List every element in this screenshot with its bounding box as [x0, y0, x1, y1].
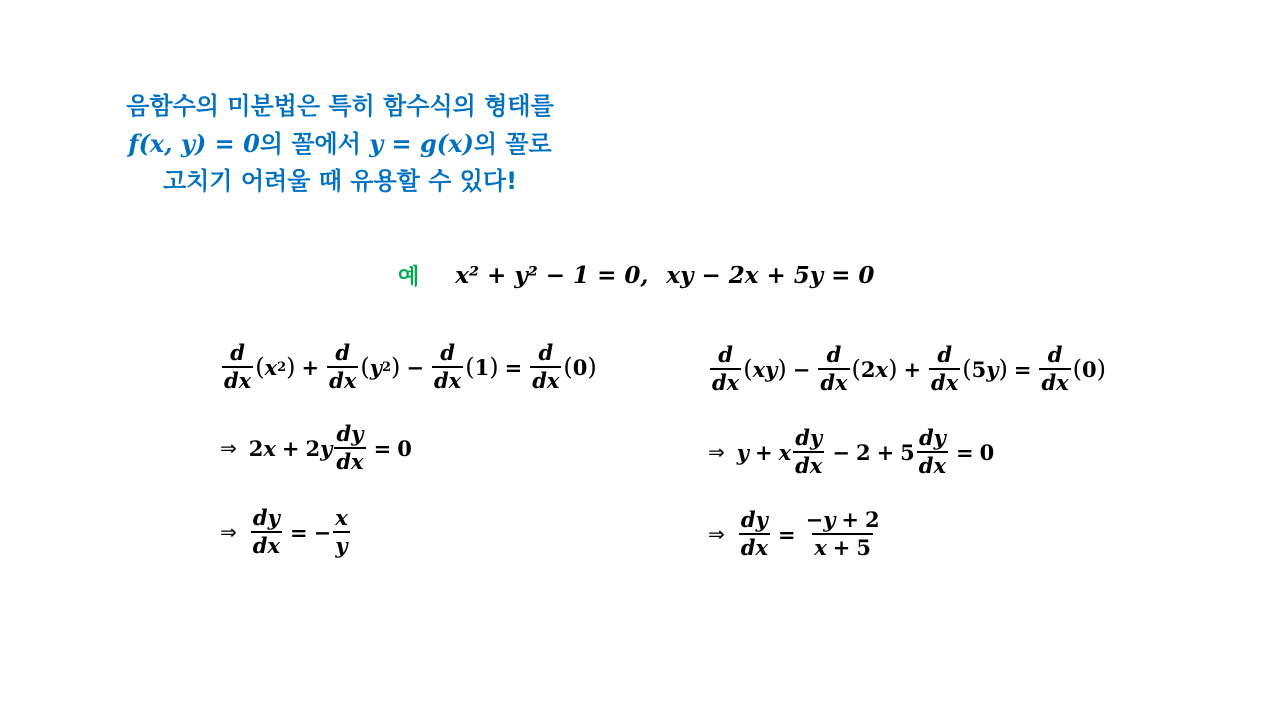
fraction: $\frac{dy}{dx}$ [740, 507, 768, 560]
left-step-3: ⇒ $\frac{dy}{dx}$ = − $\frac{x}{y}$ [220, 505, 348, 558]
right-step-2: ⇒ y + x $\frac{dy}{dx}$ − 2 + 5 $\frac{dy}{dx}$ = 0 [708, 425, 995, 478]
fraction: $\frac{dy}{dx}$ [918, 425, 947, 478]
fraction: $\frac{-y + 2}{x + 5}$ [805, 507, 880, 560]
left-step-2: ⇒ 2 x + 2 y $\frac{dy}{dx}$ = 0 [220, 421, 412, 474]
fraction: $\frac{d}{dx}$ [820, 342, 848, 395]
right-step-1: $\frac{d}{dx}$ ( xy ) − $\frac{d}{dx}$ ( 2 x ) + $\frac{d}{dx}$ ( 5 y ) = $\frac{d}{dx}$ ( 0 ) [712, 342, 1107, 395]
fraction: $\frac{d}{dx}$ [1041, 342, 1069, 395]
fraction: $\frac{dy}{dx}$ [336, 421, 364, 474]
fraction: $\frac{dy}{dx}$ [252, 505, 280, 558]
fraction: $\frac{d}{dx}$ [224, 340, 252, 393]
fraction: $\frac{d}{dx}$ [532, 340, 560, 393]
title-line-1: 음함수의 미분법은 특히 함수식의 형태를 [126, 92, 554, 120]
example-equation-2: xy − 2x + 5y = 0 [666, 261, 875, 289]
title-line-2 [60, 125, 620, 163]
title-block [60, 88, 620, 200]
title-line-3: 고치기 어려울 때 유용할 수 있다! [162, 167, 518, 195]
fraction: $\frac{d}{dx}$ [329, 340, 357, 393]
left-step-1-text [0, 0, 1, 1]
title-text-2: 의 꼴로 [473, 130, 552, 158]
right-step-3: ⇒ $\frac{dy}{dx}$ = $\frac{-y + 2}{x + 5}$ [708, 507, 880, 560]
title-func-expression: f(x, y) = 0 [128, 129, 260, 158]
fraction: $\frac{d}{dx}$ [433, 340, 462, 393]
title-g-expression: y = g(x) [369, 129, 474, 158]
example-equation-1: x² + y² − 1 = 0, [455, 261, 649, 289]
fraction: $\frac{x}{y}$ [335, 505, 348, 558]
left-step-1: $\frac{d}{dx}$ ( x 2 ) + $\frac{d}{dx}$ ( y 2 ) − $\frac{d}{dx}$ ( 1 ) = $\frac{d}{dx}$ ( 0 ) [224, 340, 597, 393]
fraction: $\frac{d}{dx}$ [931, 342, 959, 395]
title-text-1: 의 꼴에서 [259, 130, 370, 158]
example-label: 예 [398, 264, 420, 290]
fraction: $\frac{dy}{dx}$ [795, 425, 823, 478]
fraction: $\frac{d}{dx}$ [712, 342, 740, 395]
formula-text-layer [0, 0, 1, 1]
example-row [398, 255, 874, 295]
